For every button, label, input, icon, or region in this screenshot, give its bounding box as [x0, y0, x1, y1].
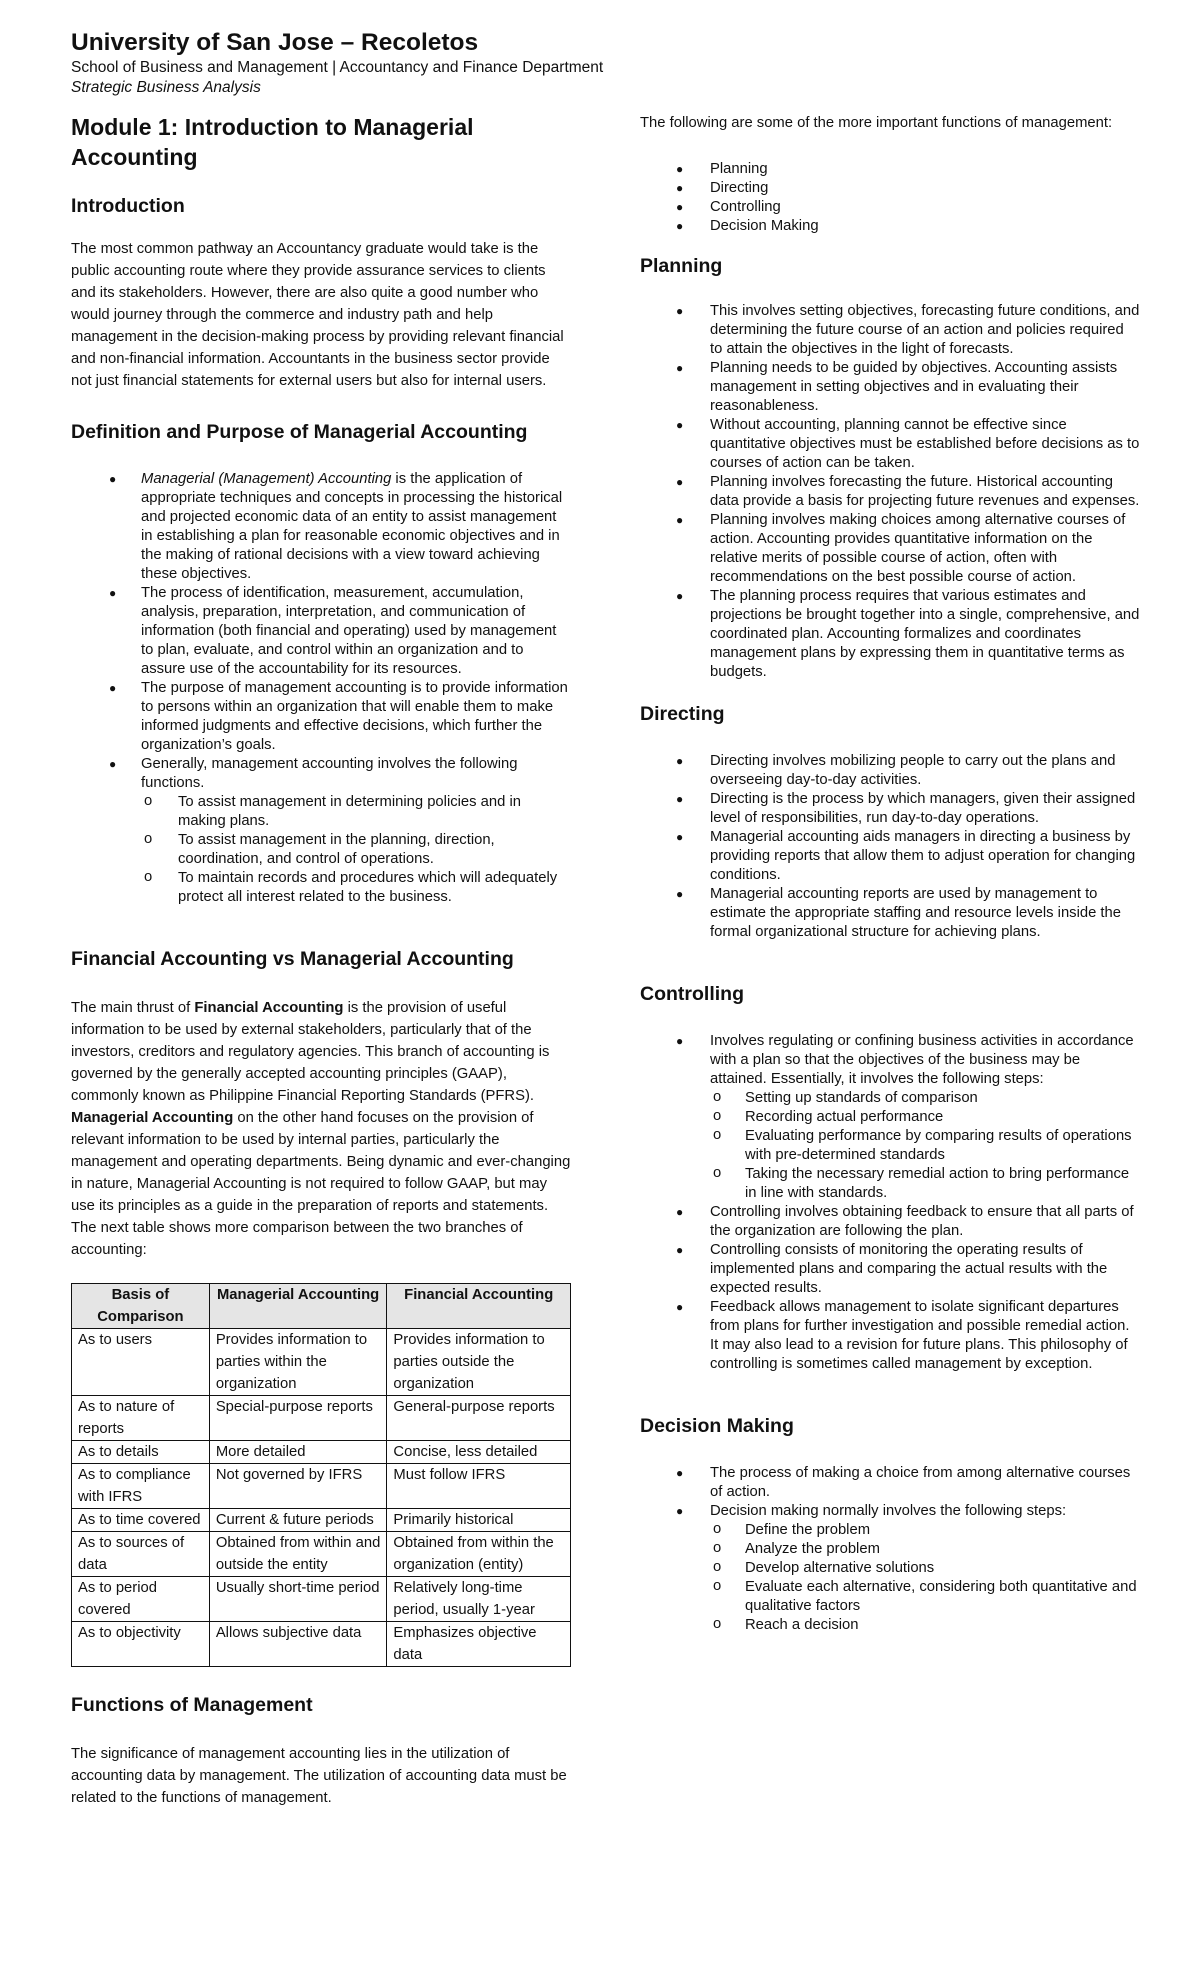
table-row [72, 1441, 571, 1464]
controlling-list [640, 1032, 1140, 1374]
sub-list-item: o Analyze the problem [710, 1540, 1140, 1559]
table-cell: Obtained from within the organization (entity) [387, 1532, 571, 1577]
list-item: ● Planning needs to be guided by objectives. Accounting assists management in setting objectives and in evaluating their reasonableness. [640, 359, 1140, 416]
functions-heading: Functions of Management [71, 1694, 313, 1716]
decision-making-heading: Decision Making [640, 1415, 794, 1437]
table-cell: Provides information to parties outside the organization [387, 1329, 571, 1396]
functions-list [640, 160, 1140, 236]
table-header: Basis of Comparison [72, 1284, 210, 1329]
table-header-row [72, 1284, 571, 1329]
table-cell: As to users [72, 1329, 210, 1396]
table-cell: General-purpose reports [387, 1396, 571, 1441]
sub-list-item: o Recording actual performance [710, 1108, 1140, 1127]
list-item: ● Directing is the process by which managers, given their assigned level of responsibilities, run day-to-day operations. [640, 790, 1140, 828]
table-cell: As to time covered [72, 1509, 210, 1532]
table-cell: Not governed by IFRS [209, 1464, 387, 1509]
list-item: ● Managerial accounting aids managers in directing a business by providing reports that allow them to adjust operation for changing conditions. [640, 828, 1140, 885]
controlling-steps [710, 1089, 1140, 1203]
table-row [72, 1329, 571, 1396]
table-cell: As to sources of data [72, 1532, 210, 1577]
table-cell: Emphasizes objective data [387, 1622, 571, 1667]
list-item: ● This involves setting objectives, forecasting future conditions, and determining the future course of an action and policies required to attain the objectives in the light of forecasts. [640, 302, 1140, 359]
table-cell: As to period covered [72, 1577, 210, 1622]
table-cell: Obtained from within and outside the entity [209, 1532, 387, 1577]
financial-accounting-bold: Financial Accounting [194, 1000, 344, 1016]
list-item-text: is the application of appropriate techniques and concepts in processing the historical and projected economic data of an entity to assist management in establishing a plan for reasonable economic objectives and in the making of rational decisions with a view toward achieving these objectives. [141, 471, 563, 582]
list-item-text: Decision making normally involves the following steps: [710, 1503, 1067, 1519]
sub-list-item: o Reach a decision [710, 1616, 1140, 1635]
table-row [72, 1396, 571, 1441]
table-cell: Provides information to parties within the organization [209, 1329, 387, 1396]
sub-list-item: o Define the problem [710, 1521, 1140, 1540]
left-column [71, 112, 571, 1809]
table-row [72, 1509, 571, 1532]
list-item-text: Involves regulating or confining business activities in accordance with a plan so that the objectives of the business may be attained. Essentially, it involves the following steps: [710, 1033, 1134, 1087]
department-line: School of Business and Management | Accountancy and Finance Department [71, 59, 604, 76]
fa-vs-ma-heading: Financial Accounting vs Managerial Accounting [71, 948, 514, 970]
table-cell: More detailed [209, 1441, 387, 1464]
list-item: ● Managerial accounting reports are used by management to estimate the appropriate staffing and resource levels inside the formal organizational structure for achieving plans. [640, 885, 1140, 942]
table-cell: As to nature of reports [72, 1396, 210, 1441]
list-item: ● Without accounting, planning cannot be effective since quantitative objectives must be established before decisions as to courses of action can be taken. [640, 416, 1140, 473]
table-cell: Special-purpose reports [209, 1396, 387, 1441]
introduction-text: The most common pathway an Accountancy graduate would take is the public accounting route where they provide assurance services to clients and its stakeholders. However, there are also quite a good number who would journey through the commerce and industry path and help management in the decision-making process by providing relevant financial and non-financial information. Accountants in the business sector provide not just financial statements for external users but also for internal users. [71, 241, 564, 389]
planning-heading: Planning [640, 255, 723, 277]
definition-heading: Definition and Purpose of Managerial Accounting [71, 421, 528, 443]
list-item [71, 755, 571, 907]
controlling-heading: Controlling [640, 983, 744, 1005]
table-cell: Concise, less detailed [387, 1441, 571, 1464]
functions-text: The significance of management accounting lies in the utilization of accounting data by management. The utilization of accounting data must be related to the functions of management. [71, 1746, 567, 1806]
fa-vs-ma-text: The main thrust of Financial Accounting is the provision of useful information to be used by external stakeholders, particularly that of the investors, creditors and regulatory agencies. This branch of accounting is governed by the generally accepted accounting principles (GAAP), commonly known as Philippine Financial Reporting Standards (PFRS). Managerial Accounting on the other hand focuses on the provision of relevant information to be used by internal parties, particularly the management and operating departments. Being dynamic and ever-changing in nature, Managerial Accounting is not required to follow GAAP, but may use its principles as a guide in the preparation of reports and statements. The next table shows more comparison between the two branches of accounting: [71, 1000, 571, 1258]
functions-intro: The following are some of the more important functions of management: [640, 115, 1113, 131]
list-item: ● Controlling [640, 198, 1140, 217]
table-row [72, 1622, 571, 1667]
sub-list-item: o To maintain records and procedures which will adequately protect all interest related to the business. [141, 869, 571, 907]
list-item: ● Decision Making [640, 217, 1140, 236]
sub-list-item: o Evaluating performance by comparing results of operations with pre-determined standards [710, 1127, 1140, 1165]
introduction-heading: Introduction [71, 195, 185, 217]
table-cell: As to details [72, 1441, 210, 1464]
sub-list-item: o Taking the necessary remedial action to bring performance in line with standards. [710, 1165, 1140, 1203]
list-item: ● Controlling involves obtaining feedback to ensure that all parts of the organization are following the plan. [640, 1203, 1140, 1241]
table-cell: As to objectivity [72, 1622, 210, 1667]
list-item: ● Planning involves forecasting the future. Historical accounting data provide a basis for projecting future revenues and expenses. [640, 473, 1140, 511]
right-column [640, 112, 1140, 1635]
managerial-accounting-bold: Managerial Accounting [71, 1110, 234, 1126]
definition-list [71, 470, 571, 907]
list-item-text: Generally, management accounting involves the following functions. [141, 756, 518, 791]
list-item: ● Controlling consists of monitoring the operating results of implemented plans and comparing the actual results with the expected results. [640, 1241, 1140, 1298]
table-row [72, 1577, 571, 1622]
table-cell: Usually short-time period [209, 1577, 387, 1622]
table-header: Financial Accounting [387, 1284, 571, 1329]
list-item [640, 1032, 1140, 1203]
sub-list-item: o Evaluate each alternative, considering both quantitative and qualitative factors [710, 1578, 1140, 1616]
list-item: ● The planning process requires that various estimates and projections be brought together into a single, comprehensive, and coordinated plan. Accounting formalizes and coordinates management plans by expressing them in quantitative terms as budgets. [640, 587, 1140, 682]
list-item: ● Feedback allows management to isolate significant departures from plans for further investigation and possible remedial action. It may also lead to a revision for future plans. This philosophy of controlling is sometimes called management by exception. [640, 1298, 1140, 1374]
term-italic: Managerial (Management) Accounting [141, 471, 392, 487]
directing-heading: Directing [640, 703, 725, 725]
decision-steps [710, 1521, 1140, 1635]
table-cell: Relatively long-time period, usually 1-year [387, 1577, 571, 1622]
comparison-table [71, 1283, 571, 1667]
table-cell: As to compliance with IFRS [72, 1464, 210, 1509]
directing-list [640, 752, 1140, 942]
list-item [71, 470, 571, 584]
planning-list [640, 302, 1140, 682]
list-item: ● Directing involves mobilizing people to carry out the plans and overseeing day-to-day activities. [640, 752, 1140, 790]
table-cell: Must follow IFRS [387, 1464, 571, 1509]
table-cell: Current & future periods [209, 1509, 387, 1532]
definition-sublist [141, 793, 571, 907]
list-item: ● The purpose of management accounting is to provide information to persons within an organization that will enable them to make informed judgments and effective decisions, which further the organization’s goals. [71, 679, 571, 755]
table-row [72, 1532, 571, 1577]
sub-list-item: o Develop alternative solutions [710, 1559, 1140, 1578]
decision-making-list [640, 1464, 1140, 1635]
list-item: ● Directing [640, 179, 1140, 198]
table-header: Managerial Accounting [209, 1284, 387, 1329]
table-row [72, 1464, 571, 1509]
table-cell: Allows subjective data [209, 1622, 387, 1667]
university-name: University of San Jose – Recoletos [71, 29, 479, 56]
list-item: ● Planning [640, 160, 1140, 179]
sub-list-item: o To assist management in determining policies and in making plans. [141, 793, 571, 831]
table-cell: Primarily historical [387, 1509, 571, 1532]
list-item [640, 1502, 1140, 1635]
sub-list-item: o Setting up standards of comparison [710, 1089, 1140, 1108]
course-name: Strategic Business Analysis [71, 79, 261, 96]
sub-list-item: o To assist management in the planning, direction, coordination, and control of operations. [141, 831, 571, 869]
module-title: Module 1: Introduction to Managerial Accounting [71, 114, 474, 170]
list-item: ● The process of identification, measurement, accumulation, analysis, preparation, interpretation, and communication of information (both financial and operating) used by management to plan, evaluate, and control within an organization and to assure use of the accountability for its resources. [71, 584, 571, 679]
document-header [71, 28, 1131, 98]
list-item: ● Planning involves making choices among alternative courses of action. Accounting provides quantitative information on the relative merits of possible course of action, often with recommendations on the best possible course of action. [640, 511, 1140, 587]
list-item: ● The process of making a choice from among alternative courses of action. [640, 1464, 1140, 1502]
